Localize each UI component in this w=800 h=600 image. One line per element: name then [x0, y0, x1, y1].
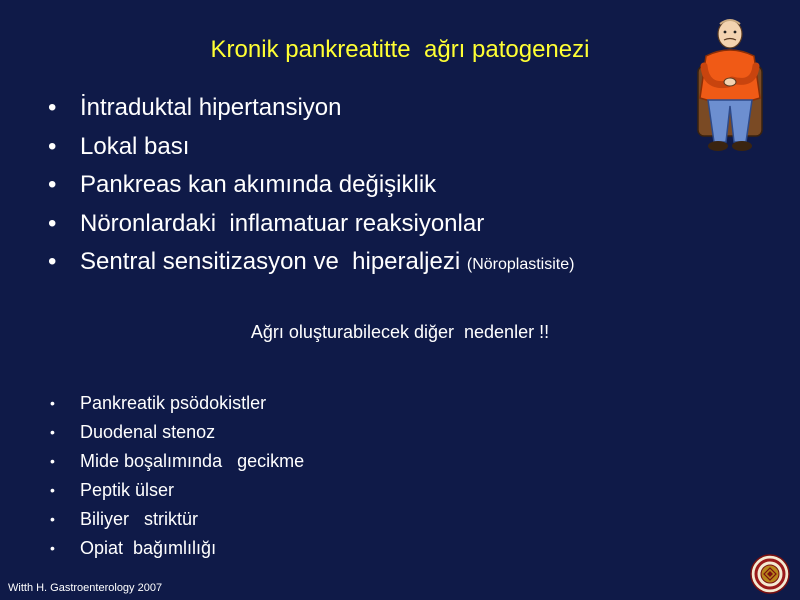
list-item — [48, 245, 574, 284]
list-item — [48, 507, 304, 536]
list-item-text: İntraduktal hipertansiyon — [80, 94, 342, 121]
list-item — [48, 391, 304, 420]
list-item-text: Biliyer striktür — [80, 509, 199, 529]
list-item-text: Nöronlardaki inflamatuar reaksiyonlar — [80, 209, 485, 237]
pathogenesis-list — [48, 91, 574, 284]
list-item — [48, 536, 304, 565]
other-causes-list — [48, 391, 304, 565]
list-item — [48, 91, 574, 130]
list-item-text: Duodenal stenoz — [80, 422, 216, 442]
other-causes-heading: Ağrı oluşturabilecek diğer nedenler !! — [250, 322, 550, 342]
list-item — [48, 449, 304, 478]
list-item-text: Lokal bası — [80, 132, 190, 160]
man-holding-stomach-icon — [684, 16, 772, 156]
list-item-text: Mide boşalımında gecikme — [80, 451, 305, 471]
list-item — [48, 478, 304, 507]
list-item — [48, 207, 574, 246]
list-item — [48, 420, 304, 449]
list-item — [48, 168, 574, 207]
list-item — [48, 130, 574, 169]
list-item-text: Peptik ülser — [80, 480, 175, 500]
list-item-text: Pankreatik psödokistler — [80, 393, 267, 413]
list-item-text: Opiat bağımlılığı — [80, 538, 217, 558]
university-seal-icon — [750, 554, 790, 594]
citation: Witth H. Gastroenterology 2007 — [8, 582, 163, 594]
list-item-text: Sentral sensitizasyon ve hiperaljezi — [80, 248, 467, 275]
list-item-text: Pankreas kan akımında değişiklik — [80, 171, 437, 198]
list-item-note: (Nöroplastisite) — [466, 256, 575, 273]
slide-title: Kronik pankreatitte ağrı patogenezi — [210, 36, 590, 63]
